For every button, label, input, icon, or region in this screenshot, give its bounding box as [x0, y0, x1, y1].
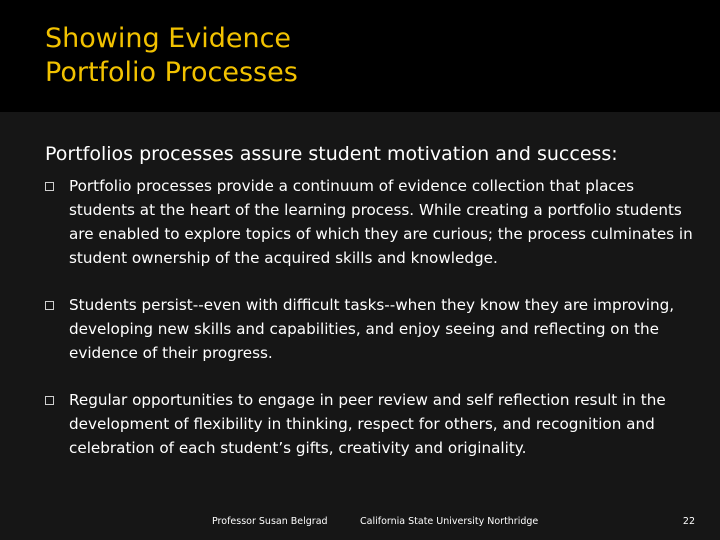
slide-title-line-2: Portfolio Processes: [45, 57, 298, 88]
bullet-text: Students persist--even with difficult tasks--when they know they are improving, developing new skills and capabilities, and enjoy seeing and reflecting on the evidence of their progress.: [69, 296, 675, 362]
lead-text: Portfolios processes assure student motivation and success:: [45, 143, 618, 165]
bullet-list: [45, 174, 695, 483]
bullet-text: Portfolio processes provide a continuum of evidence collection that places students at the heart of the learning process. While creating a portfolio students are enabled to explore topics of which they are curious; the process culminates in student ownership of the acquired skills and knowledge.: [69, 177, 693, 267]
page-number: 22: [682, 516, 695, 527]
bullet-item: [45, 388, 695, 460]
title-bar: [0, 0, 720, 112]
footer-school: California State University Northridge: [360, 516, 539, 527]
square-bullet-icon: [45, 182, 54, 191]
bullet-item: [45, 293, 695, 365]
bullet-text: Regular opportunities to engage in peer review and self reflection result in the development of flexibility in thinking, respect for others, and recognition and celebration of each student’s gifts, creativity and originality.: [69, 391, 666, 457]
bullet-item: [45, 174, 695, 270]
square-bullet-icon: [45, 301, 54, 310]
square-bullet-icon: [45, 396, 54, 405]
footer-author: Professor Susan Belgrad: [212, 516, 328, 527]
slide-title: [45, 22, 298, 90]
slide-content: [0, 112, 720, 540]
slide-title-line-1: Showing Evidence: [45, 23, 292, 54]
slide-footer: [0, 516, 720, 532]
